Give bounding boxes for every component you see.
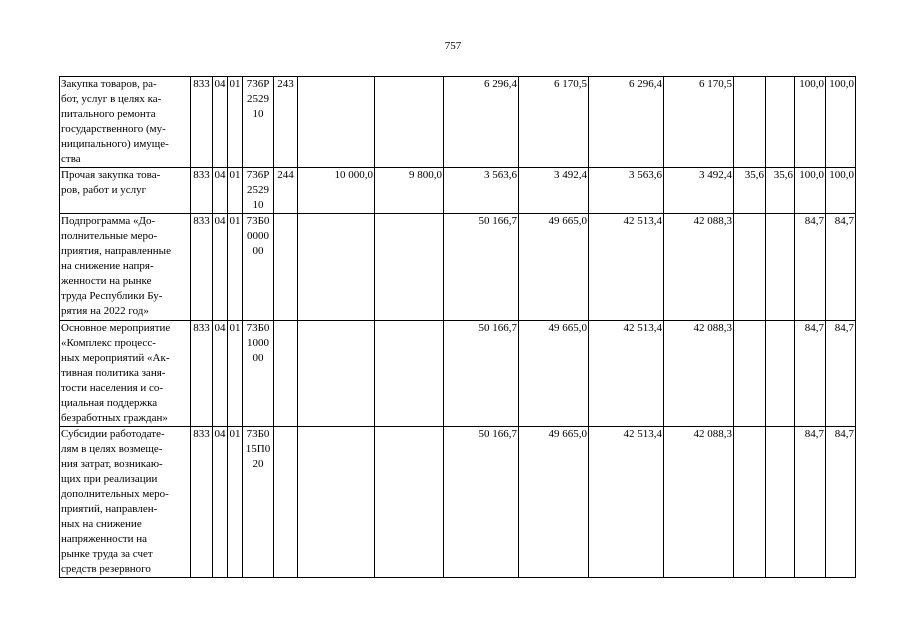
vr-code (274, 214, 298, 321)
csr-code: 736Р 2529 10 (243, 168, 274, 214)
row-name: Субсидии работодате- лям в целях возмеще- ния затрат, возникаю- щих при реализации дополнительных меро- приятий, направлен- ных на снижение напряженности на рынке труда за счет средств резервного (60, 427, 191, 578)
ved-code: 833 (191, 321, 213, 427)
value-cell: 3 563,6 (444, 168, 519, 214)
percent-cell (766, 214, 795, 321)
pr-code: 01 (228, 427, 243, 578)
percent-cell: 84,7 (826, 427, 856, 578)
ved-code: 833 (191, 214, 213, 321)
percent-cell (734, 77, 766, 168)
table-row (60, 427, 856, 578)
pr-code: 01 (228, 321, 243, 427)
value-cell: 6 170,5 (664, 77, 734, 168)
table-row (60, 214, 856, 321)
pr-code: 01 (228, 168, 243, 214)
row-name: Закупка товаров, ра- бот, услуг в целях ка- питального ремонта государственного (му- ниципального) имуще- ства (60, 77, 191, 168)
value-cell: 6 296,4 (444, 77, 519, 168)
page-number: 757 (444, 40, 462, 52)
vr-code: 243 (274, 77, 298, 168)
percent-cell: 84,7 (795, 321, 826, 427)
value-cell: 3 492,4 (519, 168, 589, 214)
value-cell (298, 77, 375, 168)
value-cell: 9 800,0 (375, 168, 444, 214)
value-cell: 42 513,4 (589, 427, 664, 578)
percent-cell: 100,0 (795, 168, 826, 214)
rz-code: 04 (213, 321, 228, 427)
pr-code: 01 (228, 77, 243, 168)
vr-code (274, 427, 298, 578)
rz-code: 04 (213, 214, 228, 321)
value-cell (375, 77, 444, 168)
rz-code: 04 (213, 427, 228, 578)
percent-cell (734, 214, 766, 321)
table-row (60, 168, 856, 214)
value-cell: 42 088,3 (664, 321, 734, 427)
value-cell: 42 513,4 (589, 214, 664, 321)
value-cell: 50 166,7 (444, 321, 519, 427)
value-cell (298, 321, 375, 427)
percent-cell (766, 77, 795, 168)
vr-code (274, 321, 298, 427)
budget-table (59, 76, 856, 578)
value-cell: 50 166,7 (444, 214, 519, 321)
ved-code: 833 (191, 168, 213, 214)
percent-cell: 35,6 (734, 168, 766, 214)
table-row (60, 321, 856, 427)
percent-cell: 84,7 (826, 321, 856, 427)
table-row (60, 77, 856, 168)
percent-cell: 84,7 (795, 427, 826, 578)
percent-cell: 100,0 (826, 77, 856, 168)
pr-code: 01 (228, 214, 243, 321)
percent-cell: 84,7 (795, 214, 826, 321)
vr-code: 244 (274, 168, 298, 214)
value-cell: 6 170,5 (519, 77, 589, 168)
value-cell (375, 427, 444, 578)
rz-code: 04 (213, 77, 228, 168)
percent-cell (766, 427, 795, 578)
percent-cell: 100,0 (826, 168, 856, 214)
csr-code: 73Б0 1000 00 (243, 321, 274, 427)
percent-cell (734, 321, 766, 427)
csr-code: 73Б0 15П0 20 (243, 427, 274, 578)
percent-cell: 100,0 (795, 77, 826, 168)
percent-cell: 35,6 (766, 168, 795, 214)
row-name: Основное мероприятие «Комплекс процесс- ных мероприятий «Ак- тивная политика заня- тости населения и со- циальная поддержка безработных граждан» (60, 321, 191, 427)
percent-cell: 84,7 (826, 214, 856, 321)
value-cell: 6 296,4 (589, 77, 664, 168)
value-cell (375, 321, 444, 427)
value-cell: 49 665,0 (519, 321, 589, 427)
value-cell (298, 427, 375, 578)
csr-code: 73Б0 0000 00 (243, 214, 274, 321)
value-cell: 42 088,3 (664, 214, 734, 321)
percent-cell (766, 321, 795, 427)
value-cell: 50 166,7 (444, 427, 519, 578)
ved-code: 833 (191, 427, 213, 578)
value-cell: 49 665,0 (519, 214, 589, 321)
value-cell: 42 513,4 (589, 321, 664, 427)
value-cell (375, 214, 444, 321)
value-cell: 3 492,4 (664, 168, 734, 214)
rz-code: 04 (213, 168, 228, 214)
value-cell: 3 563,6 (589, 168, 664, 214)
value-cell: 49 665,0 (519, 427, 589, 578)
percent-cell (734, 427, 766, 578)
row-name: Подпрограмма «До- полнительные меро- приятия, направленные на снижение напря- женности на рынке труда Республики Бу- рятия на 2022 год» (60, 214, 191, 321)
row-name: Прочая закупка това- ров, работ и услуг (60, 168, 191, 214)
value-cell: 10 000,0 (298, 168, 375, 214)
ved-code: 833 (191, 77, 213, 168)
csr-code: 736Р 2529 10 (243, 77, 274, 168)
value-cell: 42 088,3 (664, 427, 734, 578)
value-cell (298, 214, 375, 321)
